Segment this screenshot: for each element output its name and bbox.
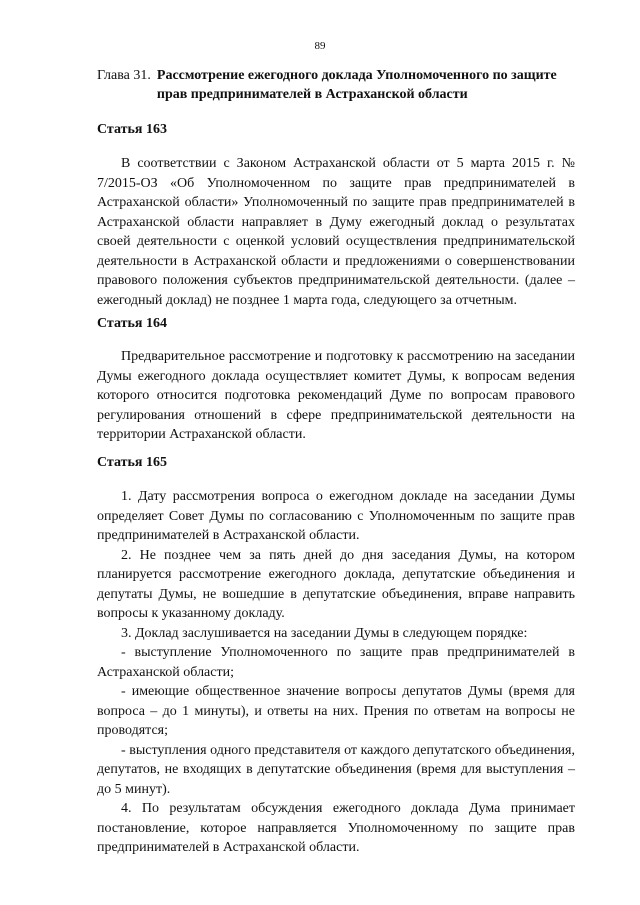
article-164-heading: Статья 164 — [97, 316, 167, 331]
article-165-paragraph-4: 4. По результатам обсуждения ежегодного доклада Дума принимает постановление, которое направляется Уполномоченному по защите прав предпринимателей в Астраханской области. — [97, 801, 575, 855]
article-165-list-item-2: - имеющие общественное значение вопросы депутатов Думы (время для вопроса – до 1 минуты), и ответы на них. Прения по ответам на вопросы не проводятся; — [97, 684, 575, 738]
chapter-heading — [97, 66, 567, 104]
article-165-heading: Статья 165 — [97, 455, 167, 470]
chapter-label: Глава 31. — [97, 68, 151, 83]
article-165-list-item-1: - выступление Уполномоченного по защите прав предпринимателей в Астраханской области; — [97, 645, 575, 680]
article-165-paragraph-3: 3. Доклад заслушивается на заседании Думы в следующем порядке: — [121, 625, 528, 641]
article-163-body — [97, 154, 575, 310]
article-165-list-item-3: - выступления одного представителя от каждого депутатского объединения, депутатов, не входящих в депутатские объединения (время для выступления – до 5 минут). — [97, 742, 575, 797]
article-165-paragraph-1: 1. Дату рассмотрения вопроса о ежегодном докладе на заседании Думы определяет Совет Думы по согласованию с Уполномоченным по защите прав предпринимателей в Астраханской области. — [97, 489, 575, 543]
article-165-body — [97, 487, 575, 858]
article-163-heading: Статья 163 — [97, 122, 167, 137]
article-164-body — [97, 347, 575, 445]
chapter-title: Рассмотрение ежегодного доклада Уполномоченного по защите прав предпринимателей в Астраханской области — [156, 68, 557, 102]
article-165-paragraph-2: 2. Не позднее чем за пять дней до дня заседания Думы, на котором планируется рассмотрение ежегодного доклада, депутатские объединения и депутаты Думы, не вошедшие в депутатские объединения, вправе направить вопросы к указанному докладу. — [97, 547, 575, 621]
article-163-paragraph-1: В соответствии с Законом Астраханской области от 5 марта 2015 г. № 7/2015-ОЗ «Об Уполномоченном по защите прав предпринимателей в Астраханской области» Уполномоченный по защите прав предпринимателей в Астраханской области направляет в Думу ежегодный доклад о результатах своей деятельности с оценкой условий осуществления предпринимательской деятельности в Астраханской области и предложениями о совершенствовании правового положения субъектов предпринимательской деятельности. (далее – ежегодный доклад) не позднее 1 марта года, следующего за отчетным. — [97, 156, 575, 308]
article-164-paragraph-1: Предварительное рассмотрение и подготовку к рассмотрению на заседании Думы ежегодного доклада осуществляет комитет Думы, к вопросам ведения которого относится подготовка рекомендаций Думе по вопросам правового регулирования отношений в сфере предпринимательской деятельности на территории Астраханской области. — [97, 349, 575, 442]
page-number: 89 — [314, 40, 326, 52]
